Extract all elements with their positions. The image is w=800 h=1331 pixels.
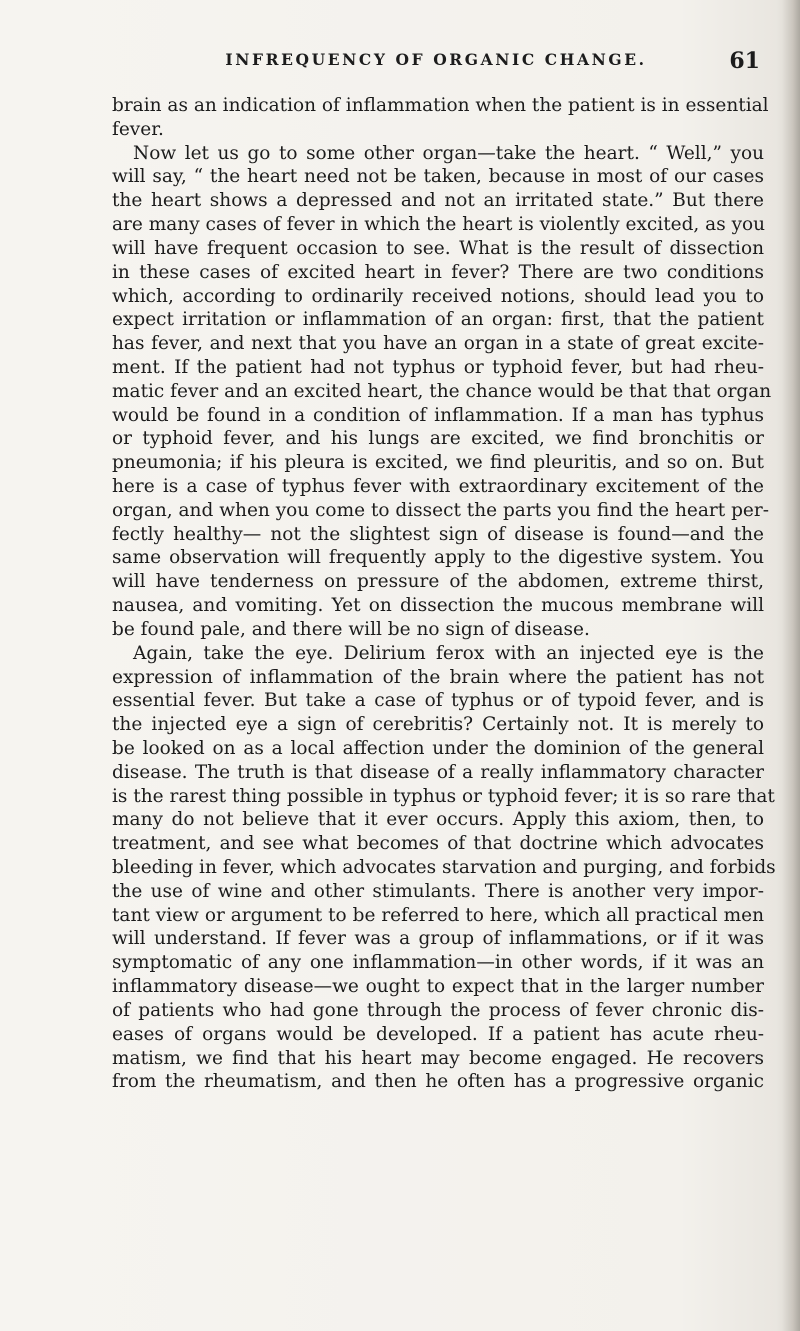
text-line: has fever, and next that you have an organ in a state of great excite- <box>112 333 764 355</box>
text-line: disease. The truth is that disease of a really inflammatory character <box>112 761 764 783</box>
text-line: many do not believe that it ever occurs. Apply this axiom, then, to <box>112 809 764 831</box>
text-line: ment. If the patient had not typhus or typhoid fever, but had rheu- <box>112 356 764 378</box>
text-line: which, according to ordinarily received notions, should lead you to <box>112 285 764 307</box>
text-line: eases of organs would be developed. If a patient has acute rheu- <box>112 1023 764 1045</box>
text-line: here is a case of typhus fever with extraordinary excitement of the <box>112 476 764 497</box>
text-line: same observation will frequently apply to the digestive system. You <box>112 547 764 569</box>
text-line: from the rheumatism, and then he often has a progressive organic <box>112 1071 764 1093</box>
text-line: pneumonia; if his pleura is excited, we find pleuritis, and so on. But <box>112 452 764 474</box>
text-line: organ, and when you come to dissect the parts you find the heart per- <box>112 499 769 521</box>
text-line: be found pale, and there will be no sign of disease. <box>112 618 590 640</box>
text-line: bleeding in fever, which advocates starvation and purging, and forbids <box>112 857 776 878</box>
text-line: in these cases of excited heart in fever? There are two conditions <box>112 261 764 283</box>
text-line: treatment, and see what becomes of that doctrine which advocates <box>112 833 764 855</box>
text-line: matism, we find that his heart may become engaged. He recovers <box>112 1047 764 1069</box>
text-line: or typhoid fever, and his lungs are excited, we find bronchitis or <box>112 428 764 450</box>
text-line: inflammatory disease—we ought to expect that in the larger number <box>112 976 764 998</box>
text-line: will have tenderness on pressure of the abdomen, extreme thirst, <box>112 571 764 593</box>
text-line: fever. <box>112 118 164 140</box>
text-line: would be found in a condition of inflammation. If a man has typhus <box>112 404 764 426</box>
text-line: symptomatic of any one inflammation—in other words, if it was an <box>112 952 764 974</box>
text-line: be looked on as a local affection under the dominion of the general <box>112 737 764 759</box>
text-line: will say, “ the heart need not be taken, because in most of our cases <box>112 166 764 188</box>
text-line: expression of inflammation of the brain where the patient has not <box>112 666 764 688</box>
text-line: is the rarest thing possible in typhus or typhoid fever; it is so rare that <box>112 785 775 807</box>
text-line: the use of wine and other stimulants. There is another very impor- <box>112 880 764 902</box>
text-line: will understand. If fever was a group of inflammations, or if it was <box>112 928 764 950</box>
text-line: the injected eye a sign of cerebritis? Certainly not. It is merely to <box>112 714 764 736</box>
body-text <box>112 94 776 1316</box>
text-line: of patients who had gone through the process of fever chronic dis- <box>112 999 764 1021</box>
running-title: INFREQUENCY OF ORGANIC CHANGE. <box>225 50 647 69</box>
text-line: expect irritation or inflammation of an organ: first, that the patient <box>112 309 764 331</box>
text-line: brain as an indication of inflammation when the patient is in essential <box>112 95 769 116</box>
text-line: nausea, and vomiting. Yet on dissection the mucous membrane will <box>112 595 764 617</box>
page-edge-shadow <box>782 0 800 1331</box>
text-line: will have frequent occasion to see. What is the result of dissection <box>112 237 764 259</box>
text-line: fectly healthy— not the slightest sign of disease is found—and the <box>112 523 764 545</box>
text-line: Now let us go to some other organ—take the heart. “ Well,” you <box>133 142 764 164</box>
running-header <box>112 48 760 78</box>
text-line: essential fever. But take a case of typhus or of typoid fever, and is <box>112 690 764 712</box>
text-line: are many cases of fever in which the heart is violently excited, as you <box>112 214 766 236</box>
text-line: tant view or argument to be referred to here, which all practical men <box>112 904 764 926</box>
text-line: the heart shows a depressed and not an irritated state.” But there <box>112 190 764 212</box>
text-line: Again, take the eye. Delirium ferox with an injected eye is the <box>133 642 764 664</box>
text-line: matic fever and an excited heart, the chance would be that that organ <box>112 380 772 402</box>
page-number: 61 <box>729 48 760 74</box>
